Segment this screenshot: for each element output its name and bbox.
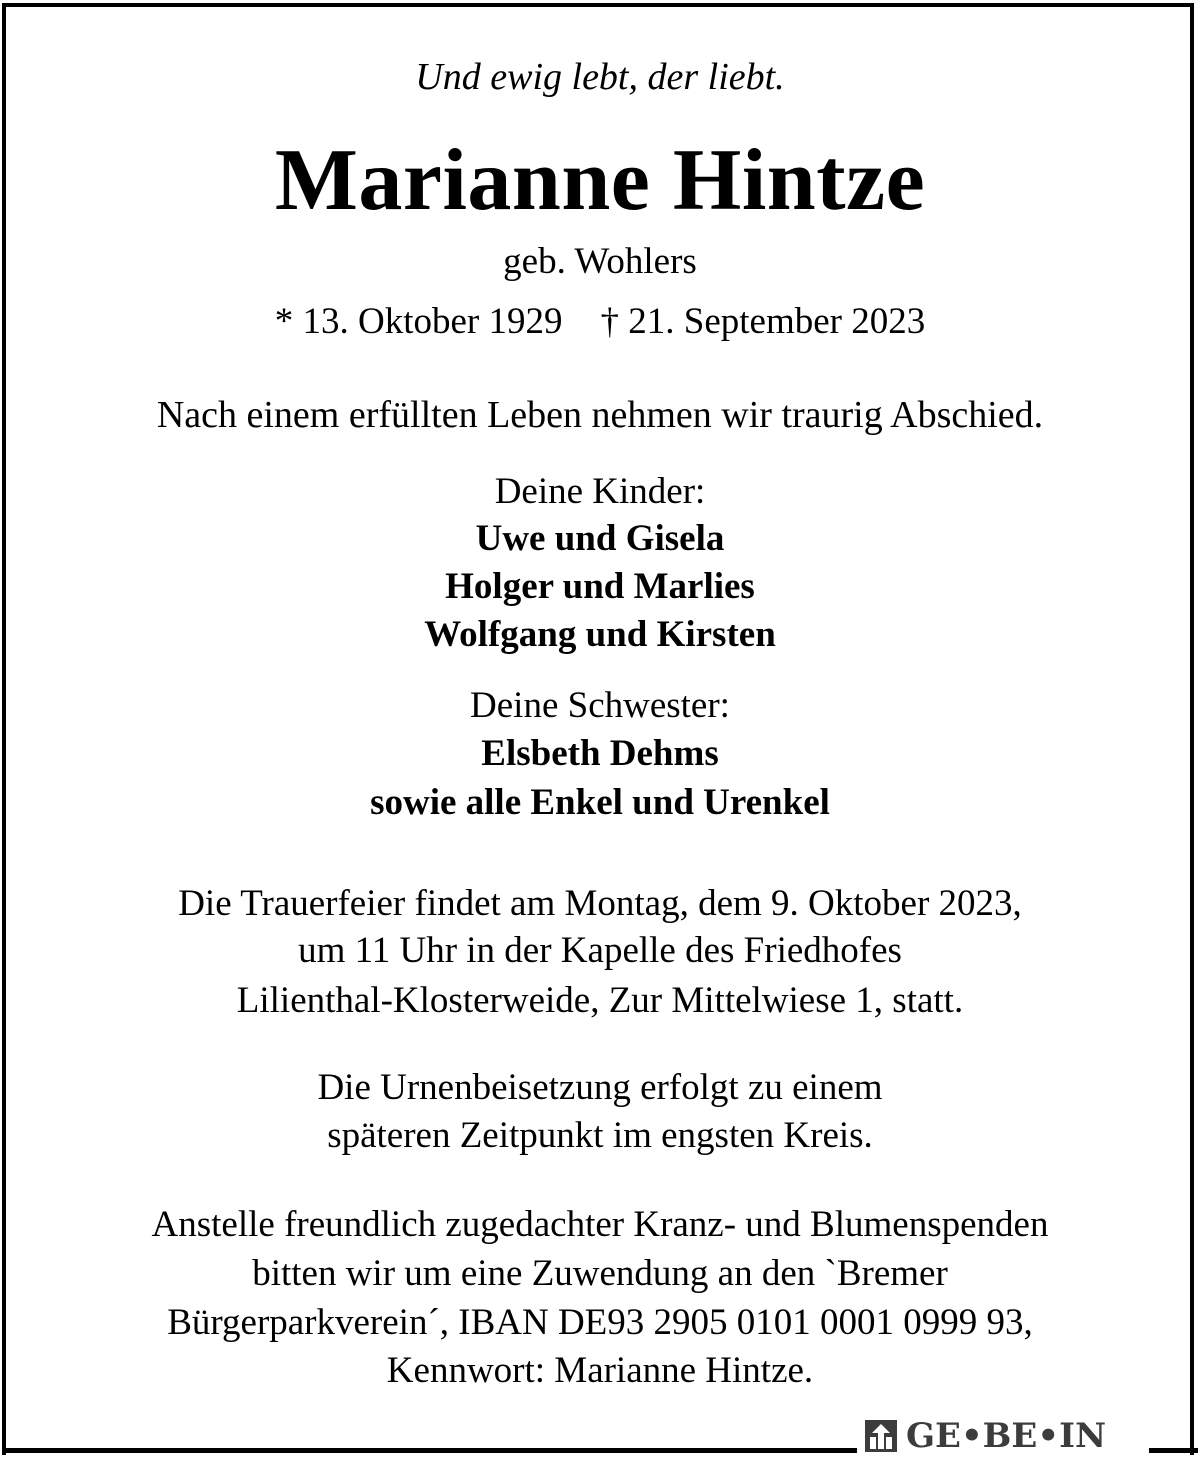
children-name: Holger und Marlies bbox=[445, 566, 755, 607]
farewell-statement: Nach einem erfüllten Leben nehmen wir traurig Abschied. bbox=[156, 394, 1044, 436]
deceased-name: Marianne Hintze bbox=[274, 132, 926, 229]
sister-label: Deine Schwester: bbox=[470, 685, 730, 726]
donation-line: Kennwort: Marianne Hintze. bbox=[386, 1350, 814, 1391]
life-dates bbox=[0, 303, 1200, 340]
publisher-logo bbox=[864, 1418, 1106, 1454]
sister-name: Elsbeth Dehms bbox=[481, 733, 719, 774]
motto: Und ewig lebt, der liebt. bbox=[415, 56, 785, 98]
burial-line: Die Urnenbeisetzung erfolgt zu einem bbox=[317, 1067, 883, 1108]
ceremony-line: Die Trauerfeier findet am Montag, dem 9. Oktober 2023, bbox=[178, 883, 1022, 924]
children-name: Uwe und Gisela bbox=[475, 518, 725, 559]
burial-line: späteren Zeitpunkt im engsten Kreis. bbox=[327, 1115, 873, 1156]
death-date: † 21. September 2023 bbox=[600, 301, 926, 342]
donation-line: Bürgerparkverein´, IBAN DE93 2905 0101 0001 0999 93, bbox=[167, 1302, 1033, 1343]
birth-date: * 13. Oktober 1929 bbox=[274, 301, 563, 342]
ceremony-line: um 11 Uhr in der Kapelle des Friedhofes bbox=[298, 930, 902, 971]
children-name: Wolfgang und Kirsten bbox=[424, 614, 776, 655]
ceremony-line: Lilienthal-Klosterweide, Zur Mittelwiese 1, statt. bbox=[236, 980, 964, 1021]
maiden-name: geb. Wohlers bbox=[503, 241, 697, 282]
publisher-logo-text: GE•BE•IN bbox=[906, 1416, 1107, 1456]
donation-line: bitten wir um eine Zuwendung an den `Bremer bbox=[252, 1253, 948, 1294]
donation-line: Anstelle freundlich zugedachter Kranz- und Blumenspenden bbox=[151, 1204, 1049, 1245]
grandchildren-line: sowie alle Enkel und Urenkel bbox=[370, 782, 830, 823]
frame-bottom-rule-left bbox=[2, 1448, 857, 1453]
publisher-emblem-icon bbox=[864, 1419, 898, 1453]
children-label: Deine Kinder: bbox=[494, 471, 706, 512]
frame-bottom-rule-right bbox=[1149, 1448, 1198, 1453]
